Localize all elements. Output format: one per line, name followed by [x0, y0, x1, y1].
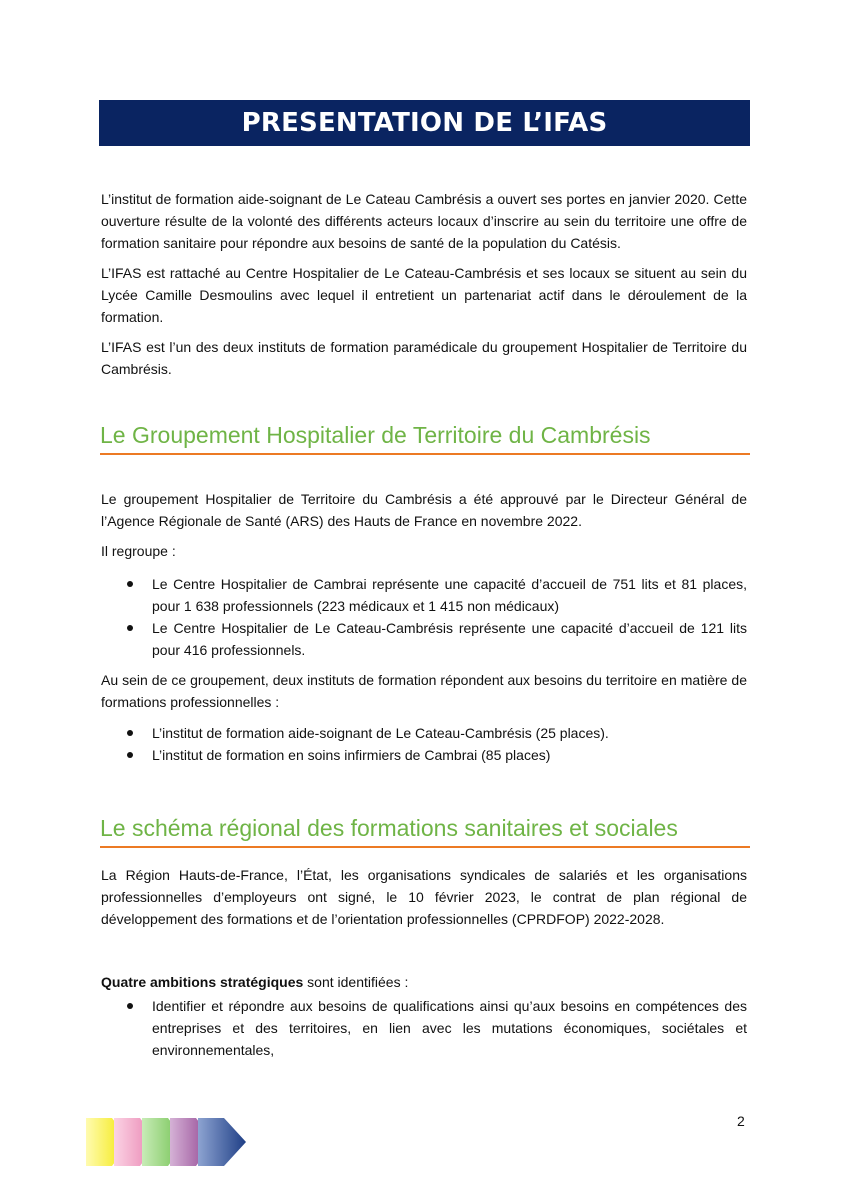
- list-item-text: L’institut de formation en soins infirmiers de Cambrai (85 places): [152, 747, 551, 763]
- list-item: [101, 617, 747, 661]
- intro-paragraph-3: L’IFAS est l’un des deux instituts de formation paramédicale du groupement Hospitalier de Territoire du Cambrésis.: [101, 339, 747, 377]
- ambitions-list: [101, 995, 747, 1061]
- ght-paragraph-3: Au sein de ce groupement, deux instituts de formation répondent aux besoins du territoire en matière de formations professionnelles :: [101, 672, 747, 710]
- intro-paragraph-2: L’IFAS est rattaché au Centre Hospitalier de Le Cateau-Cambrésis et ses locaux se situent au sein du Lycée Camille Desmoulins avec lequel il entretient un partenariat actif dans le déroulement de la formation.: [101, 265, 747, 325]
- intro-paragraph-1: L’institut de formation aide-soignant de Le Cateau Cambrésis a ouvert ses portes en janvier 2020. Cette ouverture résulte de la volonté des différents acteurs locaux d’inscrire au sein du territoire une offre de formation sanitaire pour répondre aux besoins de santé de la population du Catésis.: [101, 191, 747, 251]
- list-item-text: Le Centre Hospitalier de Cambrai représente une capacité d’accueil de 751 lits et 81 places, pour 1 638 professionnels (223 médicaux et 1 415 non médicaux): [152, 576, 747, 614]
- section-heading-ght: Le Groupement Hospitalier de Territoire du Cambrésis: [100, 420, 750, 455]
- list-item: [101, 744, 747, 766]
- schema-paragraph-2: [101, 971, 747, 993]
- ambitions-bold-text: Quatre ambitions stratégiques: [101, 974, 304, 990]
- bullet-icon: [127, 625, 133, 631]
- list-item-text: L’institut de formation aide-soignant de Le Cateau-Cambrésis (25 places).: [152, 725, 609, 741]
- ght-paragraph-2: Il regroupe :: [101, 543, 176, 559]
- bullet-icon: [127, 1003, 133, 1009]
- list-item: [101, 573, 747, 617]
- list-item-text: Identifier et répondre aux besoins de qualifications ainsi qu’aux besoins en compétences des entreprises et des territoires, en lien avec les mutations économiques, sociétales et environnementales,: [152, 998, 747, 1058]
- list-item: [101, 722, 747, 744]
- list-item-text: Le Centre Hospitalier de Le Cateau-Cambrésis représente une capacité d’accueil de 121 lits pour 416 professionnels.: [152, 620, 747, 658]
- ght-institute-list: [101, 722, 747, 766]
- schema-paragraph-1: La Région Hauts-de-France, l’État, les organisations syndicales de salariés et les organisations professionnelles d’employeurs ont signé, le 10 février 2023, le contrat de plan régional de développement des formations et de l’orientation professionnelles (CPRDFOP) 2022-2028.: [101, 867, 747, 927]
- list-item: [101, 995, 747, 1061]
- bullet-icon: [127, 752, 133, 758]
- logo-arrow-blue: [198, 1118, 246, 1166]
- ght-paragraph-1: Le groupement Hospitalier de Territoire du Cambrésis a été approuvé par le Directeur Général de l’Agence Régionale de Santé (ARS) des Hauts de France en novembre 2022.: [101, 491, 747, 529]
- bullet-icon: [127, 730, 133, 736]
- ifas-arrows-logo: [86, 1116, 250, 1168]
- page-title-banner: [99, 100, 750, 146]
- page-number: 2: [737, 1113, 745, 1129]
- ght-hospital-list: [101, 573, 747, 661]
- page-title: PRESENTATION DE L’IFAS: [241, 108, 608, 138]
- ambitions-rest-text: sont identifiées :: [303, 974, 409, 990]
- bullet-icon: [127, 581, 133, 587]
- section-heading-schema: Le schéma régional des formations sanitaires et sociales: [100, 813, 750, 848]
